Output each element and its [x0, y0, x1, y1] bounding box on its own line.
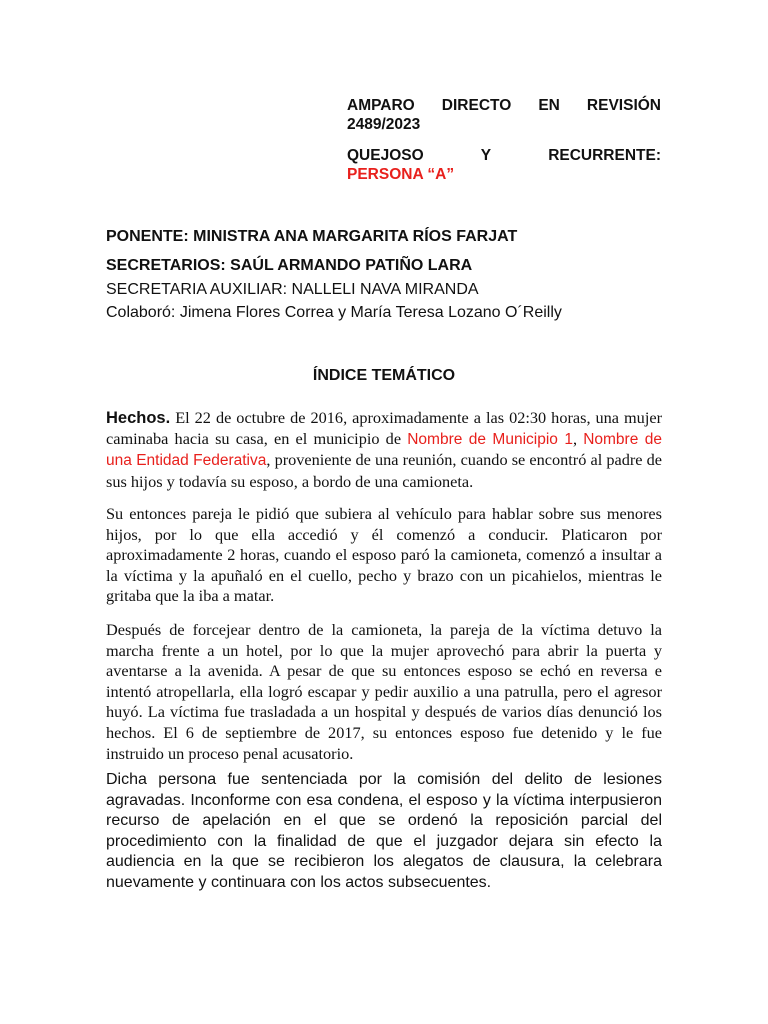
secretarios-line: SECRETARIOS: SAÚL ARMANDO PATIÑO LARA	[106, 257, 473, 274]
hechos-text-b: ,	[572, 428, 584, 448]
municipio-placeholder: Nombre de Municipio 1	[407, 430, 573, 448]
hechos-lead: Hechos.	[106, 409, 171, 427]
quejoso-name: PERSONA “A”	[347, 166, 455, 183]
paragraph-3: Después de forcejear dentro de la camioneta, la pareja de la víctima detuvo la marcha frente a un hotel, por lo que la mujer aprovechó para abrir la puerta y aventarse a la avenida. A pesar de que su entonces esposo se echó en reversa e intentó atropellarla, ella logró escapar y pedir auxilio a una patrulla, pero el agresor huyó. La víctima fue trasladada a un hospital y después de varios días denunció los hechos. El 6 de septiembre de 2017, su entonces esposo fue detenido y le fue instruido un proceso penal acusatorio.	[106, 620, 662, 763]
ponente-line: PONENTE: MINISTRA ANA MARGARITA RÍOS FARJAT	[106, 228, 518, 245]
paragraph-hechos	[106, 408, 662, 492]
index-title: ÍNDICE TEMÁTICO	[312, 367, 456, 384]
case-number-line2: 2489/2023	[347, 116, 421, 133]
hechos-text-a: El 22 de octubre de 2016, aproximadamente a las 02:30 horas, una mujer caminaba hacia su casa, en el municipio de	[106, 408, 662, 448]
entidad-placeholder: Nombre de una Entidad Federativa	[106, 430, 662, 470]
paragraph-2: Su entonces pareja le pidió que subiera al vehículo para hablar sobre sus menores hijos, por lo que ella accedió y él comenzó a conducir. Platicaron por aproximadamente 2 horas, cuando el esposo paró la camioneta, comenzó a insultar a la víctima y la apuñaló en el cuello, pecho y brazo con un picahielos, mientras le gritaba que la iba a matar.	[106, 504, 662, 606]
paragraph-4: Dicha persona fue sentenciada por la comisión del delito de lesiones agravadas. Inconforme con esa condena, el esposo y la víctima interpusieron recurso de apelación en el que se ordenó la reposición parcial del procedimiento con la finalidad de que el juzgador dejara sin efecto la audiencia en la que se recibieron los alegatos de clausura, la celebrara nuevamente y continuara con los actos subsecuentes.	[106, 771, 662, 891]
case-number-line1: AMPARO DIRECTO EN REVISIÓN	[347, 97, 661, 114]
colaboro-line: Colaboró: Jimena Flores Correa y María Teresa Lozano O´Reilly	[106, 304, 562, 321]
secretaria-auxiliar-line: SECRETARIA AUXILIAR: NALLELI NAVA MIRANDA	[106, 281, 479, 298]
case-header	[347, 96, 661, 184]
quejoso-label: QUEJOSO Y RECURRENTE:	[347, 147, 661, 164]
hechos-text-c: , proveniente de una reunión, cuando se encontró al padre de sus hijos y todavía su esposo, a bordo de una camioneta.	[106, 450, 662, 491]
